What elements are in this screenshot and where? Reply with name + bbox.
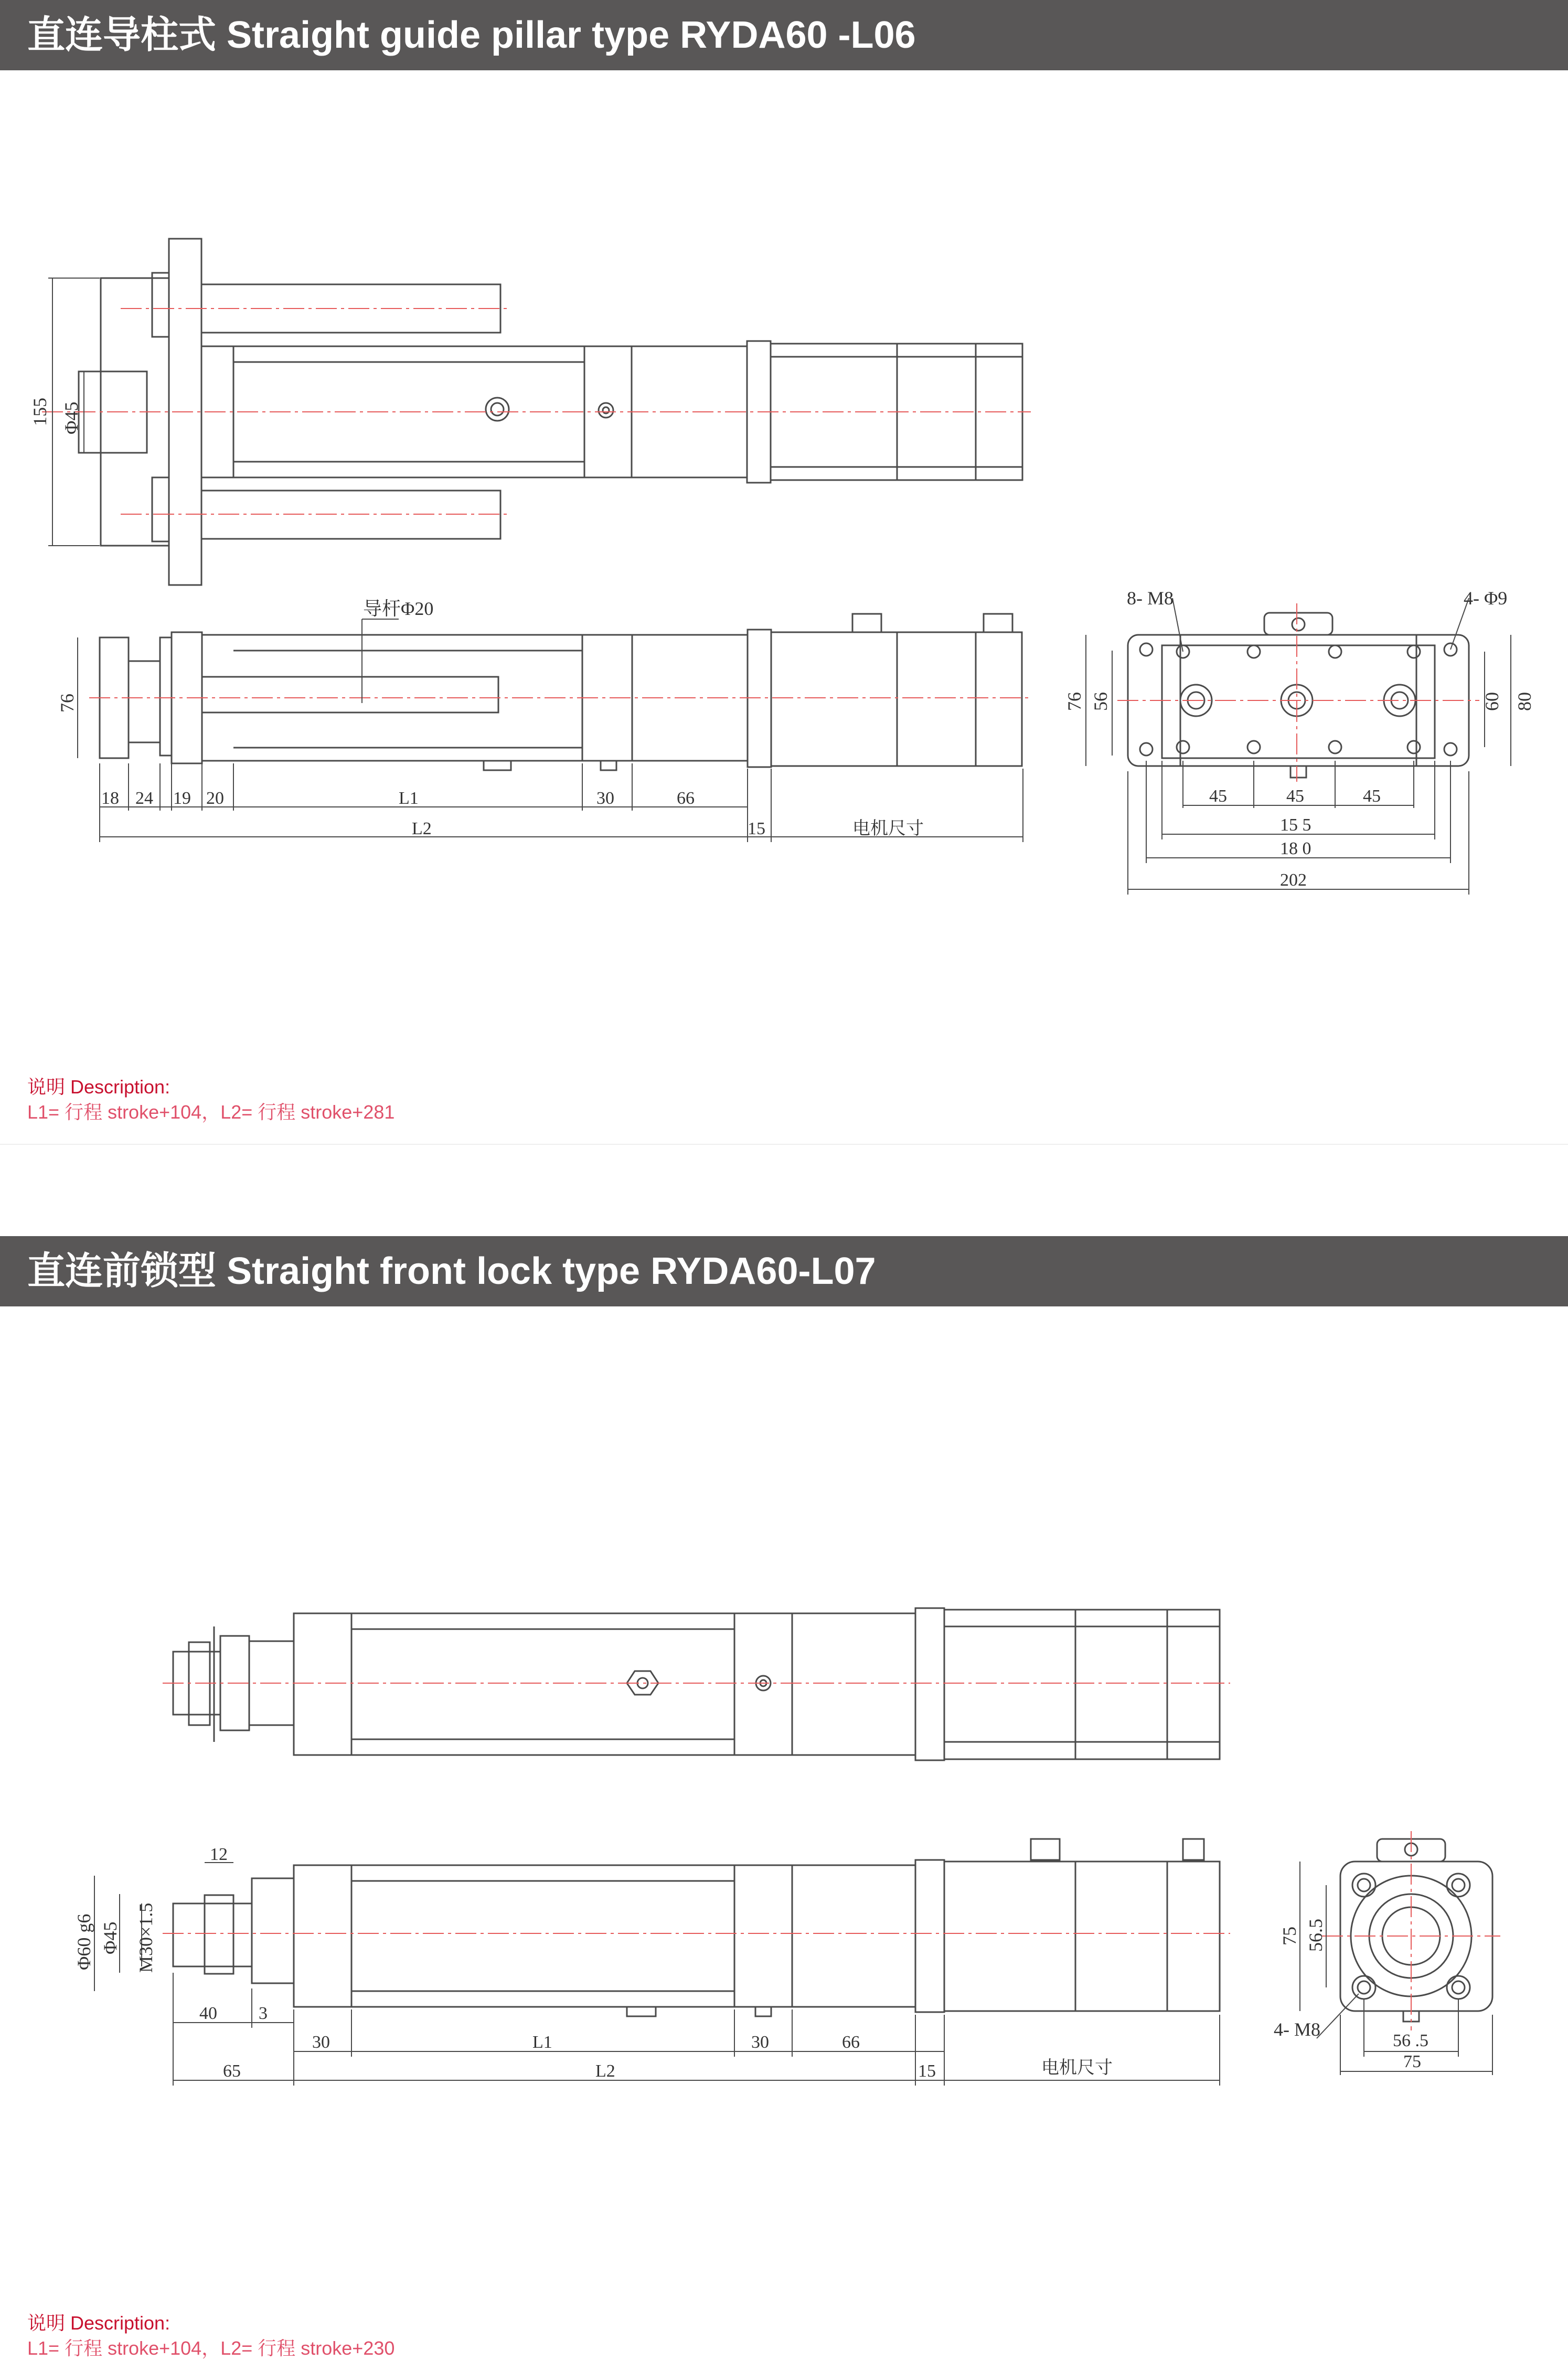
end-dim-45-a: 45	[1209, 786, 1227, 806]
end-dim-76: 76	[1064, 692, 1085, 711]
holes-m8: 8- M8	[1127, 588, 1174, 609]
dim-phi45: Φ45	[100, 1921, 121, 1954]
dim-76: 76	[57, 694, 78, 712]
holes-phi9: 4- Φ9	[1464, 588, 1508, 609]
dim-L2: L2	[595, 2061, 615, 2081]
dim-15: 15	[918, 2061, 936, 2081]
description-text: L1= 行程 stroke+104，L2= 行程 stroke+281	[27, 1101, 395, 1123]
end-dim-75-v: 75	[1279, 1927, 1300, 1945]
description-text: L1= 行程 stroke+104，L2= 行程 stroke+230	[27, 2337, 395, 2359]
dim-30-b: 30	[751, 2033, 769, 2052]
guide-label: 导杆Φ20	[363, 598, 434, 619]
end-dim-60: 60	[1481, 692, 1502, 711]
dim-65: 65	[223, 2061, 241, 2081]
dim-L2: L2	[412, 819, 432, 838]
section2-title: 直连前锁型 Straight front lock type RYDA60-L07	[0, 1236, 1568, 1306]
s1-top-view	[42, 239, 1031, 585]
end-dim-202: 202	[1280, 870, 1307, 890]
s1-side-view	[78, 614, 1031, 770]
dim-66: 66	[677, 789, 695, 808]
s2-top-view	[163, 1608, 1230, 1760]
dim-15: 15	[748, 819, 765, 838]
section1-title: 直连导柱式 Straight guide pillar type RYDA60 -L06	[0, 0, 1568, 70]
dim-18: 18	[101, 789, 119, 808]
dim-66: 66	[842, 2033, 860, 2052]
end-dim-56-5-h: 56 .5	[1393, 2031, 1428, 2050]
end-dim-155: 15 5	[1280, 815, 1311, 835]
dim-30: 30	[596, 789, 614, 808]
dim-phi60-g6: Φ60 g6	[73, 1913, 94, 1970]
end-dim-56: 56	[1090, 692, 1111, 711]
end-dim-45-c: 45	[1363, 786, 1381, 806]
end-dim-75-h: 75	[1403, 2052, 1421, 2071]
description-title: 说明 Description:	[27, 1076, 170, 1098]
dim-3: 3	[259, 2004, 268, 2023]
motor-size: 电机尺寸	[1041, 2058, 1113, 2078]
motor-size: 电机尺寸	[852, 819, 924, 838]
s2-side-view	[94, 1839, 1230, 2016]
end-dim-56-5-v: 56.5	[1305, 1919, 1326, 1952]
dim-40: 40	[199, 2004, 217, 2023]
end-dim-80: 80	[1514, 692, 1535, 711]
dim-L1: L1	[399, 789, 419, 808]
dim-24: 24	[135, 789, 153, 808]
description-title: 说明 Description:	[27, 2312, 170, 2334]
dim-12: 12	[210, 1845, 228, 1864]
end-dim-180: 18 0	[1280, 839, 1311, 858]
dim-30-a: 30	[312, 2033, 330, 2052]
dim-19: 19	[173, 789, 191, 808]
dim-phi45: Φ45	[61, 401, 82, 434]
dim-m30: M30×1.5	[135, 1902, 156, 1973]
holes-m8: 4- M8	[1274, 2019, 1320, 2040]
dim-20: 20	[206, 789, 224, 808]
dim-L1: L1	[532, 2033, 552, 2052]
dim-155: 155	[29, 398, 50, 426]
end-dim-45-b: 45	[1286, 786, 1304, 806]
